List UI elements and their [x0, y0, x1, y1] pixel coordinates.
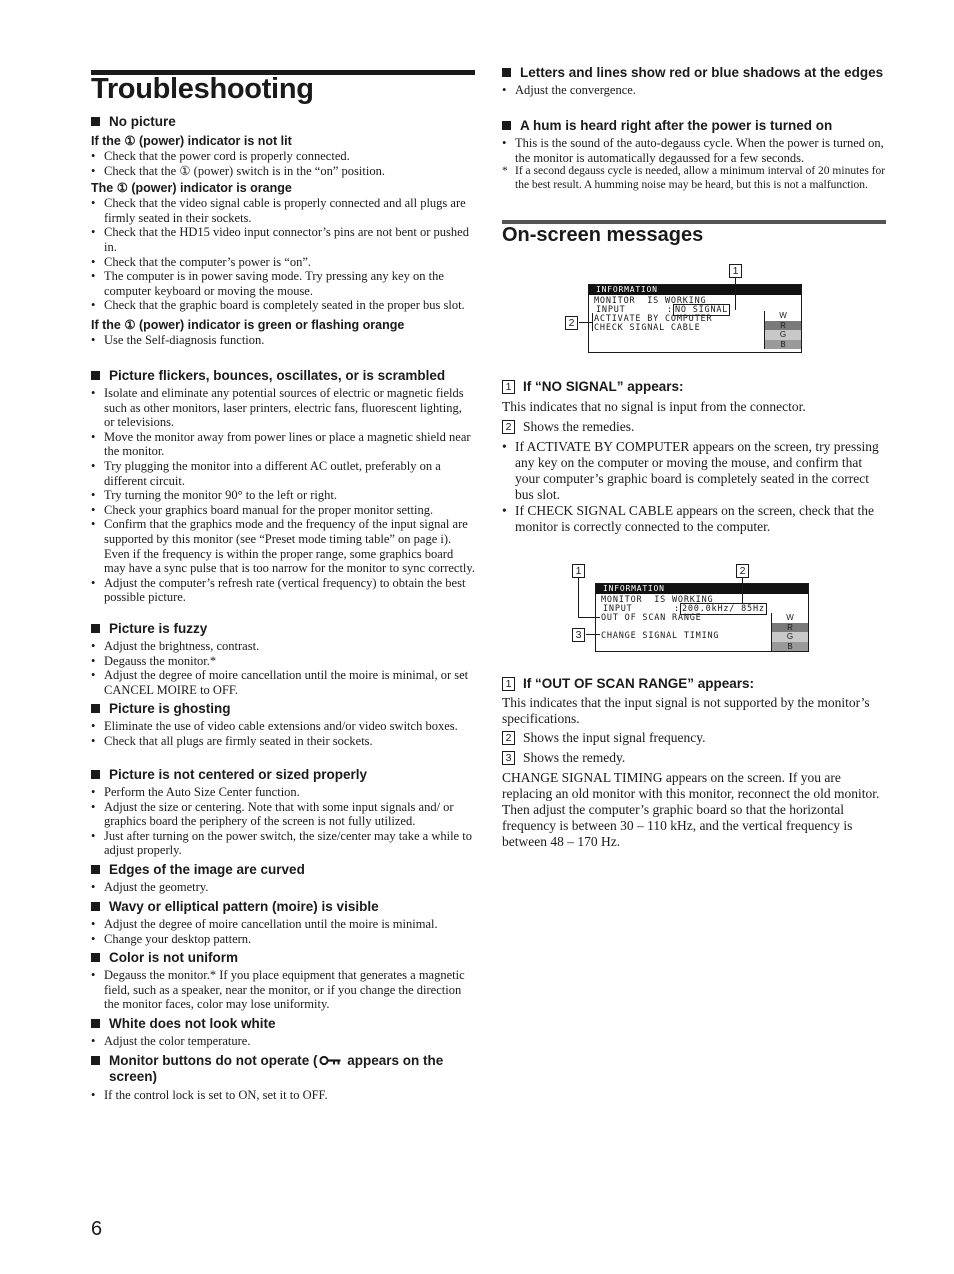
subheading-green: If the ① (power) indicator is green or flashing orange	[91, 317, 405, 332]
heading-out-of-range: If “OUT OF SCAN RANGE” appears:	[523, 676, 755, 691]
heading-no-picture: No picture	[109, 114, 176, 129]
heading-white: White does not look white	[109, 1016, 276, 1031]
list-item: • The computer is in power saving mode. Try pressing any key on the computer keyboard or moving the mouse.	[91, 269, 475, 298]
section-shadows	[502, 65, 886, 98]
osd-color-swatches	[764, 311, 801, 349]
list-item: • Check that the HD15 video input connector’s pins are not bent or pushed in.	[91, 225, 475, 254]
paragraph: Shows the input signal frequency.	[523, 730, 706, 745]
osd-input-value: NO SIGNAL	[674, 305, 729, 315]
section-no-picture	[91, 114, 475, 348]
square-bullet-icon	[91, 865, 100, 874]
section-ghosting	[91, 701, 475, 748]
osd-panel-no-signal	[588, 284, 802, 353]
osd-line: OUT OF SCAN RANGE	[601, 613, 702, 623]
list-shadows	[502, 83, 886, 98]
heading-buttons-a: Monitor buttons do not operate (	[109, 1053, 318, 1068]
list-item: • Adjust the computer’s refresh rate (vertical frequency) to obtain the best possible picture.	[91, 576, 475, 605]
paragraph: Shows the remedies.	[523, 419, 635, 434]
list-item: • Isolate and eliminate any potential sources of electric or magnetic fields such as other monitors, laser printers, electric fans, fluorescent lighting, or televisions.	[91, 386, 475, 430]
paragraph: Shows the remedy.	[523, 750, 626, 765]
list-not-lit	[91, 149, 475, 178]
swatch-w: W	[772, 613, 808, 623]
list-item: • Check that all plugs are firmly seated in their sockets.	[91, 734, 475, 749]
section-flicker	[91, 368, 475, 605]
list-item: • Adjust the geometry.	[91, 880, 475, 895]
number-box: 2	[502, 731, 515, 745]
list-fuzzy	[91, 639, 475, 697]
list-color	[91, 968, 475, 1012]
heading-fuzzy: Picture is fuzzy	[109, 621, 208, 636]
subheading-not-lit: If the ① (power) indicator is not lit	[91, 134, 292, 148]
list-item: • Check that the ① (power) switch is in the “on” position.	[91, 164, 475, 179]
section-white	[91, 1016, 475, 1049]
list-item: • If CHECK SIGNAL CABLE appears on the screen, check that the monitor is correctly connected to the computer.	[502, 503, 886, 535]
section-color	[91, 950, 475, 1012]
osd-line: MONITOR IS WORKING	[601, 595, 714, 605]
list-item: • Check that the graphic board is completely seated in the proper bus slot.	[91, 298, 475, 313]
callout-1: 1	[729, 264, 742, 278]
callout-3: 3	[572, 628, 585, 642]
list-item: • Change your desktop pattern.	[91, 932, 475, 947]
list-centered	[91, 785, 475, 858]
osd-line: ACTIVATE BY COMPUTER	[594, 314, 713, 324]
heading-moire: Wavy or elliptical pattern (moire) is visible	[109, 899, 379, 914]
section-centered	[91, 767, 475, 858]
list-item: • Use the Self-diagnosis function.	[91, 333, 475, 348]
key-icon	[319, 1055, 341, 1066]
list-item: • Adjust the degree of moire cancellation until the moire is minimal, or set CANCEL MOIRE to OFF.	[91, 668, 475, 697]
heading-hum: A hum is heard right after the power is turned on	[520, 118, 833, 133]
heading-curved: Edges of the image are curved	[109, 862, 305, 877]
heading-buttons-b: appears on the screen)	[109, 1053, 444, 1084]
heading-ghosting: Picture is ghosting	[109, 701, 231, 716]
hum-note	[502, 165, 886, 192]
section-moire	[91, 899, 475, 946]
list-item: • Check that the power cord is properly connected.	[91, 149, 475, 164]
swatch-r: R	[772, 623, 808, 633]
swatch-b: B	[765, 340, 801, 350]
list-item: • Adjust the size or centering. Note that with some input signals and/ or graphics board the periphery of the screen is not fully utilized.	[91, 800, 475, 829]
list-hum	[502, 136, 886, 165]
list-item: • If the control lock is set to ON, set it to OFF.	[91, 1088, 475, 1103]
section-out-of-range	[502, 676, 886, 850]
osd-title-bar: INFORMATION	[596, 584, 808, 594]
swatch-g: G	[765, 330, 801, 340]
list-green	[91, 333, 475, 348]
callout-2: 2	[565, 316, 578, 330]
list-ghosting	[91, 719, 475, 748]
heading-centered: Picture is not centered or sized properly	[109, 767, 368, 782]
square-bullet-icon	[91, 371, 100, 380]
osd-panel-out-of-range	[595, 583, 809, 652]
list-item: • Degauss the monitor.* If you place equipment that generates a magnetic field, such as a speaker, near the monitor, or if you change the direction the monitor faces, color may lose uniformity.	[91, 968, 475, 1012]
list-item: • Check that the video signal cable is properly connected and all plugs are firmly seated in their sockets.	[91, 196, 475, 225]
swatch-r: R	[765, 321, 801, 331]
list-item: • Degauss the monitor.*	[91, 654, 475, 669]
section-hum	[502, 118, 886, 192]
osd-title-bar: INFORMATION	[589, 285, 801, 295]
list-curved	[91, 880, 475, 895]
list-item: • Try plugging the monitor into a different AC outlet, preferably on a different circuit.	[91, 459, 475, 488]
square-bullet-icon	[91, 624, 100, 633]
heading-no-signal: If “NO SIGNAL” appears:	[523, 379, 684, 394]
callout-2: 2	[736, 564, 749, 578]
list-moire	[91, 917, 475, 946]
section-title-onscreen: On-screen messages	[502, 224, 704, 246]
subheading-orange: The ① (power) indicator is orange	[91, 181, 292, 196]
square-bullet-icon	[91, 953, 100, 962]
list-flicker	[91, 386, 475, 605]
osd-line-input: INPUT : 200.0kHz/ 85Hz	[603, 604, 765, 614]
list-buttons	[91, 1088, 475, 1103]
page-title: Troubleshooting	[91, 73, 314, 105]
square-bullet-icon	[91, 1056, 100, 1065]
list-item: • Check your graphics board manual for the proper monitor setting.	[91, 503, 475, 518]
leader-line	[578, 617, 600, 618]
swatch-b: B	[772, 642, 808, 652]
page-number: 6	[91, 1218, 103, 1240]
square-bullet-icon	[91, 704, 100, 713]
list-item: • Confirm that the graphics mode and the frequency of the input signal are supported by this monitor (see “Preset mode timing table” on page i). Even if the frequency is within the proper range, some graphics board may have a sync pulse that is too narrow for the monitor to sync correctly.	[91, 517, 475, 575]
swatch-w: W	[765, 311, 801, 321]
list-white	[91, 1034, 475, 1049]
paragraph: This indicates that no signal is input from the connector.	[502, 399, 806, 414]
list-item: • Adjust the degree of moire cancellation until the moire is minimal.	[91, 917, 475, 932]
note-item: * If a second degauss cycle is needed, allow a minimum interval of 20 minutes for the best result. A humming noise may be heard, but this is not a malfunction.	[502, 165, 886, 192]
number-box: 1	[502, 380, 515, 394]
square-bullet-icon	[91, 902, 100, 911]
callout-1: 1	[572, 564, 585, 578]
leader-line	[586, 634, 600, 635]
heading-shadows: Letters and lines show red or blue shadows at the edges	[520, 65, 884, 80]
number-box: 1	[502, 677, 515, 691]
osd-line: CHANGE SIGNAL TIMING	[601, 631, 720, 641]
list-item: • Eliminate the use of video cable extensions and/or video switch boxes.	[91, 719, 475, 734]
leader-line	[578, 578, 579, 618]
section-fuzzy	[91, 621, 475, 697]
square-bullet-icon	[502, 121, 511, 130]
paragraph: This indicates that the input signal is not supported by the monitor’s specifications.	[502, 695, 870, 726]
leader-line	[592, 313, 593, 331]
list-item: • Check that the computer’s power is “on”.	[91, 255, 475, 270]
osd-line: MONITOR IS WORKING	[594, 296, 707, 306]
osd-input-value: 200.0kHz/ 85Hz	[681, 604, 765, 614]
number-box: 3	[502, 751, 515, 765]
section-no-signal	[502, 379, 886, 535]
list-item: • This is the sound of the auto-degauss cycle. When the power is turned on, the monitor is automatically degaussed for a few seconds.	[502, 136, 886, 165]
list-item: • Adjust the convergence.	[502, 83, 886, 98]
square-bullet-icon	[91, 770, 100, 779]
heading-flicker: Picture flickers, bounces, oscillates, or is scrambled	[109, 368, 446, 383]
list-orange	[91, 196, 475, 313]
list-item: • Try turning the monitor 90° to the left or right.	[91, 488, 475, 503]
section-buttons	[91, 1053, 475, 1103]
square-bullet-icon	[91, 1019, 100, 1028]
list-item: • Move the monitor away from power lines or place a magnetic shield near the monitor.	[91, 430, 475, 459]
heading-color: Color is not uniform	[109, 950, 238, 965]
osd-line-input: INPUT : NO SIGNAL	[596, 305, 729, 315]
list-item: • Just after turning on the power switch, the size/center may take a while to adjust properly.	[91, 829, 475, 858]
number-box: 2	[502, 420, 515, 434]
paragraph: CHANGE SIGNAL TIMING appears on the screen. If you are replacing an old monitor with this monitor, reconnect the old monitor. Then adjust the computer’s graphic board so that the horizontal frequency is between 30 – 110 kHz, and the vertical frequency is between 48 – 170 Hz.	[502, 770, 880, 849]
leader-line	[742, 578, 743, 603]
osd-line: CHECK SIGNAL CABLE	[594, 323, 701, 333]
list-item: • Adjust the color temperature.	[91, 1034, 475, 1049]
list-no-signal	[502, 439, 886, 535]
leader-line	[579, 322, 593, 323]
osd-color-swatches	[771, 613, 808, 651]
square-bullet-icon	[91, 117, 100, 126]
square-bullet-icon	[502, 68, 511, 77]
swatch-g: G	[772, 632, 808, 642]
leader-line	[735, 278, 736, 310]
list-item: • Perform the Auto Size Center function.	[91, 785, 475, 800]
section-curved	[91, 862, 475, 895]
list-item: • If ACTIVATE BY COMPUTER appears on the screen, try pressing any key on the computer or moving the mouse, and confirm that your computer’s graphic board is completely seated in the correct bus slot.	[502, 439, 886, 503]
list-item: • Adjust the brightness, contrast.	[91, 639, 475, 654]
